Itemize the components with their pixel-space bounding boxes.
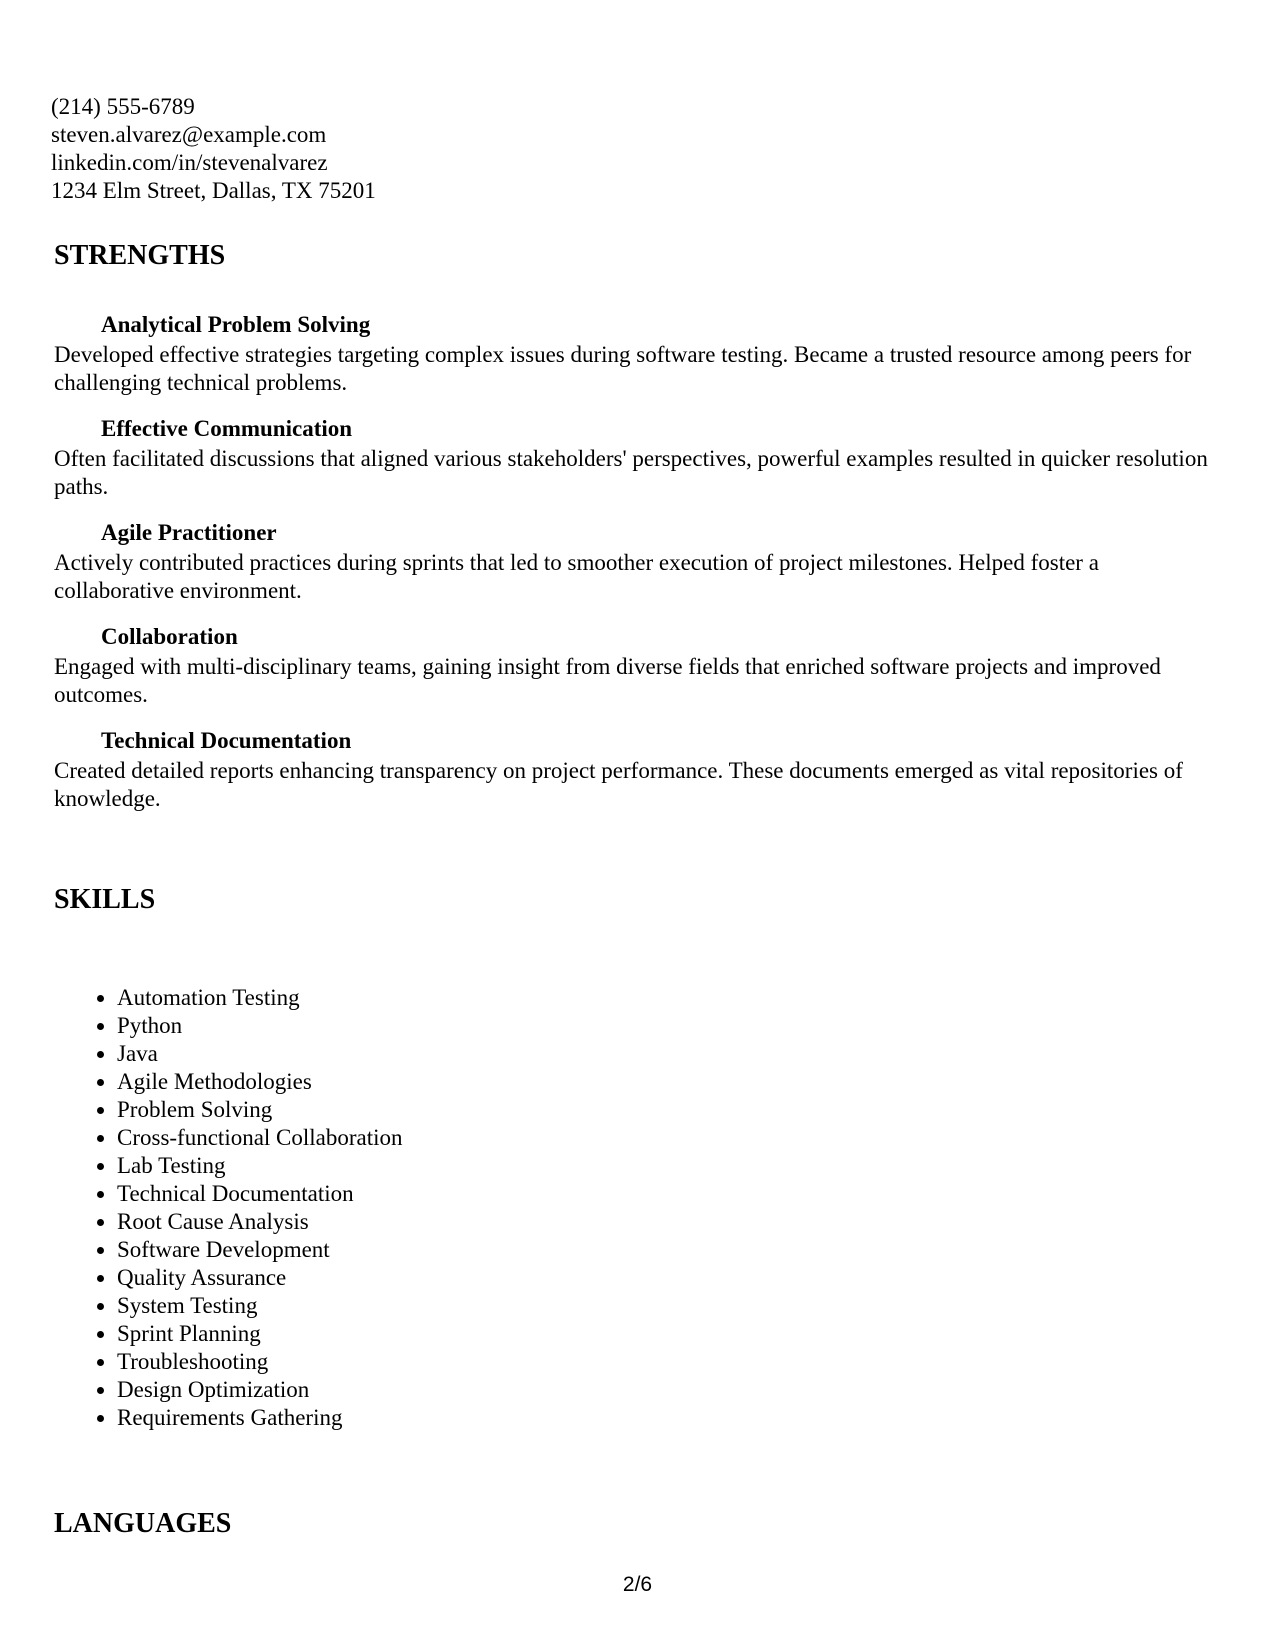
skill-item: • Technical Documentation xyxy=(117,1180,403,1208)
strength-item xyxy=(54,727,1224,813)
strength-item xyxy=(54,415,1224,501)
strength-item xyxy=(54,519,1224,605)
contact-phone: (214) 555-6789 xyxy=(51,94,195,119)
languages-heading: LANGUAGES xyxy=(54,1508,232,1539)
strength-title: Analytical Problem Solving xyxy=(101,312,371,337)
contact-linkedin: linkedin.com/in/stevenalvarez xyxy=(51,150,328,175)
contact-email: steven.alvarez@example.com xyxy=(51,122,327,147)
strength-title: Agile Practitioner xyxy=(101,520,277,545)
skill-item: • Troubleshooting xyxy=(117,1348,403,1376)
strength-title: Technical Documentation xyxy=(101,728,352,753)
skill-item: • Cross-functional Collaboration xyxy=(117,1124,403,1152)
strength-description: Engaged with multi-disciplinary teams, gaining insight from diverse fields that enriched software projects and improved outcomes. xyxy=(54,654,1161,707)
skill-item: • Java xyxy=(117,1040,403,1068)
strength-description: Actively contributed practices during sprints that led to smoother execution of project milestones. Helped foster a collaborative environment. xyxy=(54,550,1099,603)
skill-item: • Software Development xyxy=(117,1236,403,1264)
strength-description: Created detailed reports enhancing transparency on project performance. These documents emerged as vital repositories of knowledge. xyxy=(54,758,1183,811)
strength-item xyxy=(54,311,1224,397)
skill-item: • Agile Methodologies xyxy=(117,1068,403,1096)
page-number: 2/6 xyxy=(622,1573,653,1596)
skill-item: • Automation Testing xyxy=(117,984,403,1012)
strength-description: Developed effective strategies targeting complex issues during software testing. Became a trusted resource among peers for challenging technical problems. xyxy=(54,342,1192,395)
strength-title: Effective Communication xyxy=(101,416,353,441)
contact-address: 1234 Elm Street, Dallas, TX 75201 xyxy=(51,178,376,203)
skill-item: • Lab Testing xyxy=(117,1152,403,1180)
skill-item: • Design Optimization xyxy=(117,1376,403,1404)
skill-item: • Requirements Gathering xyxy=(117,1404,403,1432)
contact-block xyxy=(51,93,376,205)
skill-item: • Root Cause Analysis xyxy=(117,1208,403,1236)
skills-list xyxy=(54,984,403,1432)
strength-description: Often facilitated discussions that aligned various stakeholders' perspectives, powerful examples resulted in quicker resolution paths. xyxy=(54,446,1208,499)
skill-item: • Problem Solving xyxy=(117,1096,403,1124)
strength-title: Collaboration xyxy=(101,624,238,649)
skill-item: • Quality Assurance xyxy=(117,1264,403,1292)
strengths-heading: STRENGTHS xyxy=(54,240,226,271)
strengths-list xyxy=(54,311,1224,831)
skills-heading: SKILLS xyxy=(54,884,156,915)
skill-item: • Sprint Planning xyxy=(117,1320,403,1348)
skill-item: • System Testing xyxy=(117,1292,403,1320)
skill-item: • Python xyxy=(117,1012,403,1040)
strength-item xyxy=(54,623,1224,709)
